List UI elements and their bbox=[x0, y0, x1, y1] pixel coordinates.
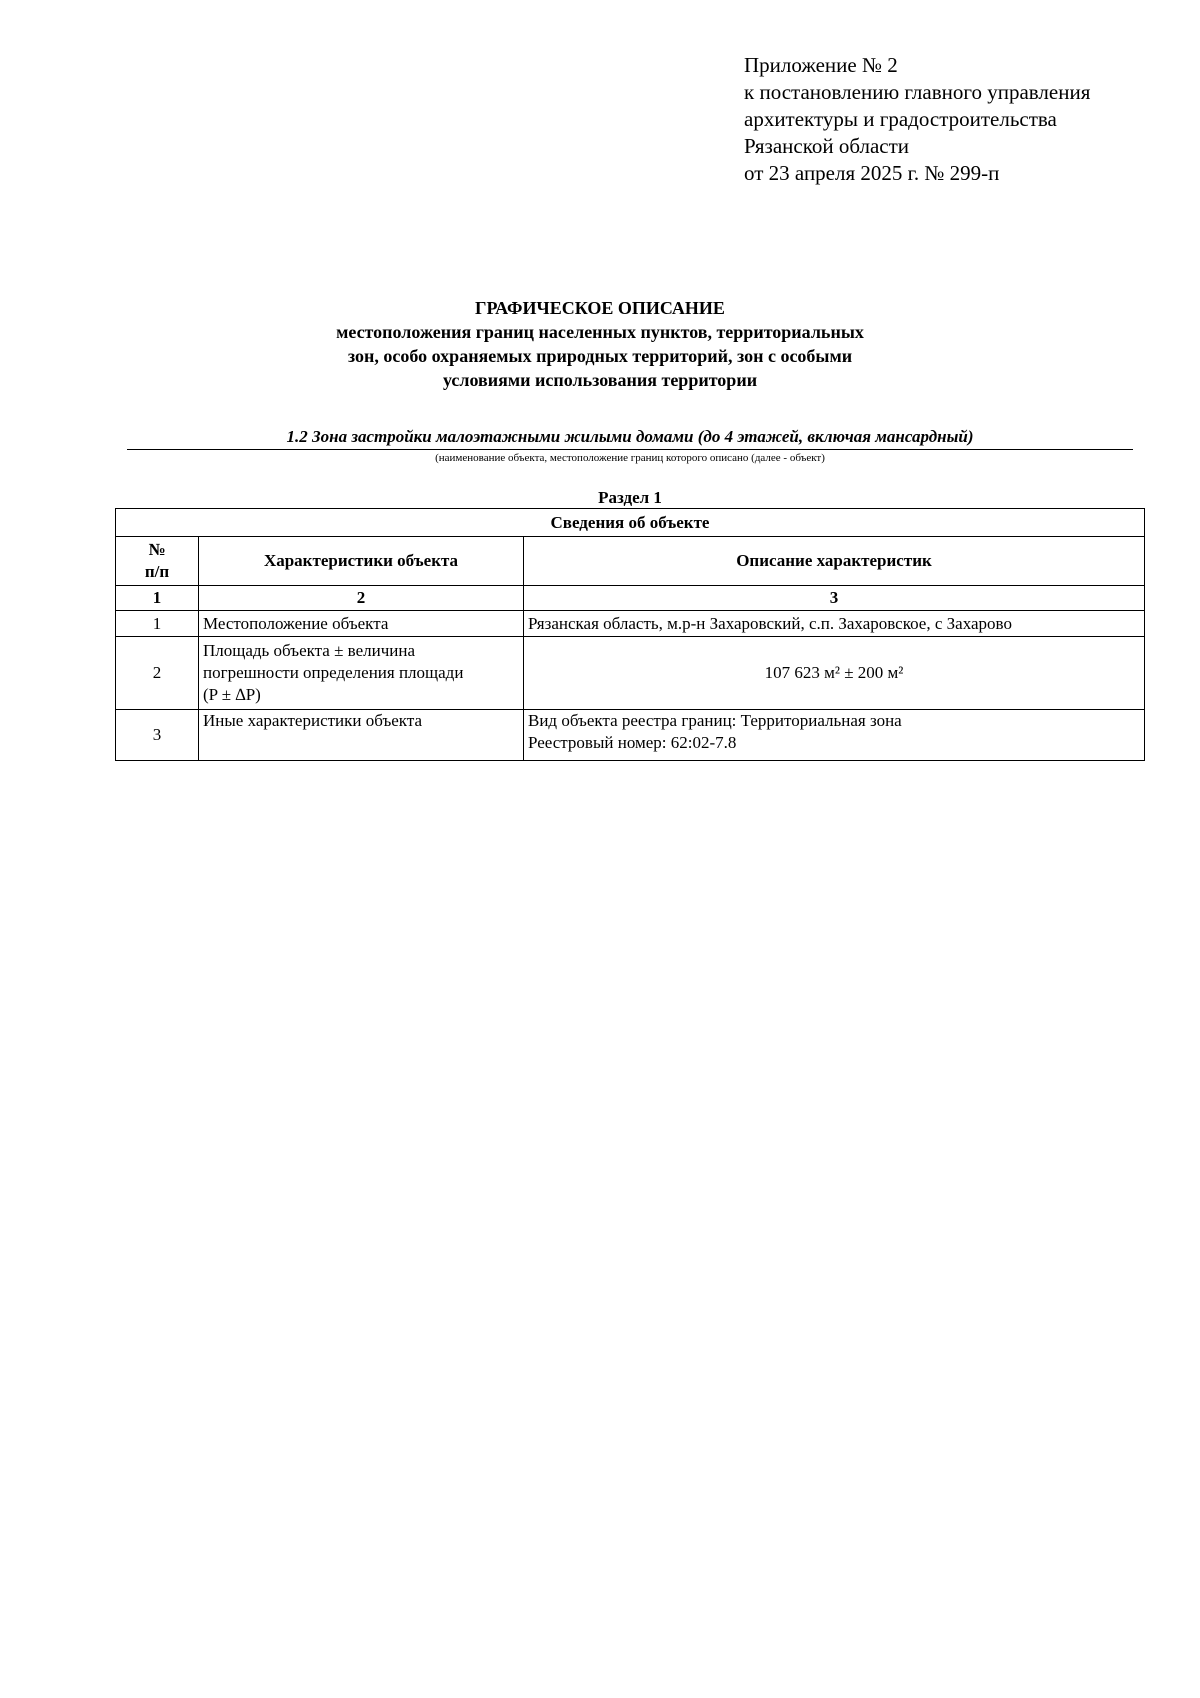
row-description bbox=[524, 710, 1145, 761]
appendix-date-line: от 23 апреля 2025 г. № 299-п bbox=[744, 161, 1000, 185]
cell-line: Местоположение объекта bbox=[203, 613, 389, 633]
table-row bbox=[116, 611, 1145, 637]
header-num-line: п/п bbox=[144, 562, 170, 581]
appendix-header bbox=[744, 52, 1184, 187]
row-characteristic bbox=[199, 710, 524, 761]
appendix-line: Приложение № 2 bbox=[744, 53, 898, 77]
cell-line: Вид объекта реестра границ: Территориальная зона bbox=[528, 711, 902, 730]
cell-line: (P ± ∆P) bbox=[203, 685, 261, 704]
column-number: 2 bbox=[199, 586, 524, 611]
table-caption: Сведения об объекте bbox=[116, 509, 1145, 537]
row-description bbox=[524, 611, 1145, 637]
cell-line: погрешности определения площади bbox=[203, 663, 464, 682]
table-header-row bbox=[116, 537, 1145, 586]
title-line: ГРАФИЧЕСКОЕ ОПИСАНИЕ bbox=[475, 298, 725, 318]
row-num: 3 bbox=[116, 710, 199, 761]
cell-line: Рязанская область, м.р-н Захаровский, с.п. Захаровское, с Захарово bbox=[528, 613, 1012, 633]
row-description bbox=[524, 637, 1145, 710]
appendix-line: архитектуры и градостроительства bbox=[744, 107, 1057, 131]
row-num: 1 bbox=[116, 611, 199, 637]
header-description: Описание характеристик bbox=[524, 537, 1145, 586]
title-line: условиями использования территории bbox=[442, 370, 758, 390]
object-name-caption: (наименование объекта, местоположение границ которого описано (далее - объект) bbox=[435, 452, 825, 464]
cell-line: 107 623 м² ± 200 м² bbox=[764, 663, 904, 682]
table-caption-row bbox=[116, 509, 1145, 537]
column-number: 3 bbox=[524, 586, 1145, 611]
document-title bbox=[0, 296, 1200, 392]
appendix-line: к постановлению главного управления bbox=[744, 80, 1091, 104]
cell-line: Площадь объекта ± величина bbox=[203, 641, 416, 660]
cell-line: Реестровый номер: 62:02-7.8 bbox=[528, 733, 737, 752]
row-characteristic bbox=[199, 637, 524, 710]
table-row bbox=[116, 710, 1145, 761]
row-characteristic bbox=[199, 611, 524, 637]
header-num bbox=[116, 537, 199, 586]
title-line: местоположения границ населенных пунктов, территориальных bbox=[336, 322, 864, 342]
appendix-line: Рязанской области bbox=[744, 134, 910, 158]
column-number: 1 bbox=[116, 586, 199, 611]
table-row bbox=[116, 637, 1145, 710]
cell-line: Иные характеристики объекта bbox=[203, 711, 423, 730]
row-num: 2 bbox=[116, 637, 199, 710]
title-line: зон, особо охраняемых природных территорий, зон с особыми bbox=[347, 346, 853, 366]
object-info-table bbox=[115, 508, 1145, 761]
section-title: Раздел 1 bbox=[598, 488, 662, 507]
object-name: 1.2 Зона застройки малоэтажными жилыми домами (до 4 этажей, включая мансардный) bbox=[127, 426, 1133, 450]
header-characteristics: Характеристики объекта bbox=[199, 537, 524, 586]
column-number-row bbox=[116, 586, 1145, 611]
header-num-line: № bbox=[148, 540, 166, 559]
